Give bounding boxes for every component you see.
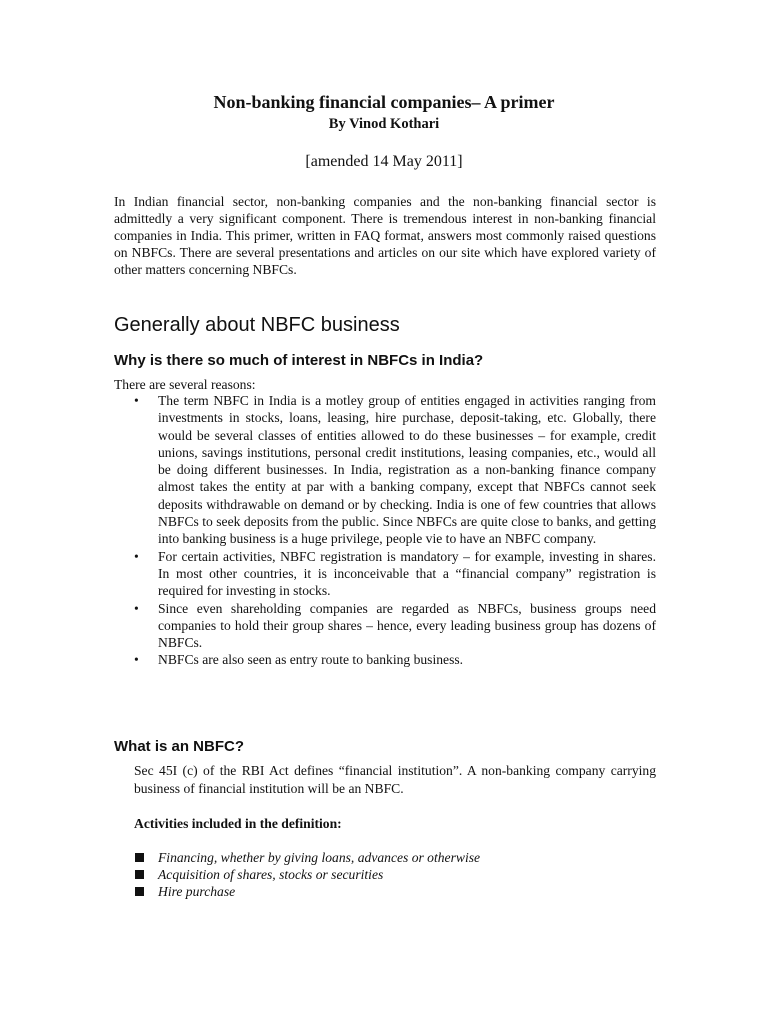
list-item xyxy=(134,866,654,883)
list-item-text: Hire purchase xyxy=(158,884,236,899)
amended-date: [amended 14 May 2011] xyxy=(305,153,463,170)
list-item xyxy=(134,651,656,668)
activities-list xyxy=(134,849,654,900)
list-item-text: For certain activities, NBFC registration is mandatory – for example, investing in shares. In most other countries, it is inconceivable that a “financial company” registration is required for investing in stocks. xyxy=(158,548,656,599)
reasons-list xyxy=(134,392,656,669)
intro-paragraph: In Indian financial sector, non-banking companies and the non-banking financial sector is admittedly a very significant component. There is tremendous interest in non-banking financial companies in India. This primer, written in FAQ format, answers most commonly raised questions on NBFCs. There are several presentations and articles on our site which have explored variety of other matters concerning NBFCs. xyxy=(114,194,656,277)
list-item xyxy=(134,548,656,600)
document-author: By Vinod Kothari xyxy=(328,116,440,132)
bullet-icon: • xyxy=(134,548,139,564)
list-item xyxy=(134,849,654,866)
document-title: Non-banking financial companies– A primer xyxy=(213,92,555,112)
question-heading-interest: Why is there so much of interest in NBFCs in India? xyxy=(114,352,484,369)
list-item xyxy=(134,883,654,900)
bullet-icon: • xyxy=(134,600,139,616)
question-heading-what-is-nbfc: What is an NBFC? xyxy=(114,738,244,755)
section-heading: Generally about NBFC business xyxy=(114,314,400,336)
square-bullet-icon xyxy=(135,887,144,896)
square-bullet-icon xyxy=(135,853,144,862)
list-item-text: Since even shareholding companies are regarded as NBFCs, business groups need companies to hold their group shares – hence, every leading business group has dozens of NBFCs. xyxy=(158,600,656,651)
list-item-text: The term NBFC in India is a motley group of entities engaged in activities ranging from investments in stocks, loans, leasing, hire purchase, deposit-taking, etc. Globally, there would be several classes of entities allowed to do these businesses – for example, credit unions, savings institutions, personal credit institutions, leasing companies, etc., would all be doing different businesses. In India, registration as a non-banking finance company almost takes the entity at par with a banking company, except that NBFCs cannot seek deposits withdrawable on demand or by checking. India is one of few countries that allows NBFCs to seek deposits from the public. Since NBFCs are quite close to banks, and getting into banking business is a huge privilege, people vie to have an NBFC company. xyxy=(158,393,656,547)
square-bullet-icon xyxy=(135,870,144,879)
list-item-text: Acquisition of shares, stocks or securities xyxy=(158,867,384,882)
bullet-icon: • xyxy=(134,652,139,668)
list-item-text: NBFCs are also seen as entry route to banking business. xyxy=(158,652,464,668)
definition-paragraph: Sec 45I (c) of the RBI Act defines “financial institution”. A non-banking company carrying business of financial institution will be an NBFC. xyxy=(134,763,656,796)
bullet-icon: • xyxy=(134,393,139,408)
reasons-lead: There are several reasons: xyxy=(114,377,256,392)
list-item-text: Financing, whether by giving loans, advances or otherwise xyxy=(158,850,481,865)
list-item xyxy=(134,600,656,652)
list-item xyxy=(134,392,656,548)
activities-heading: Activities included in the definition: xyxy=(134,816,342,831)
